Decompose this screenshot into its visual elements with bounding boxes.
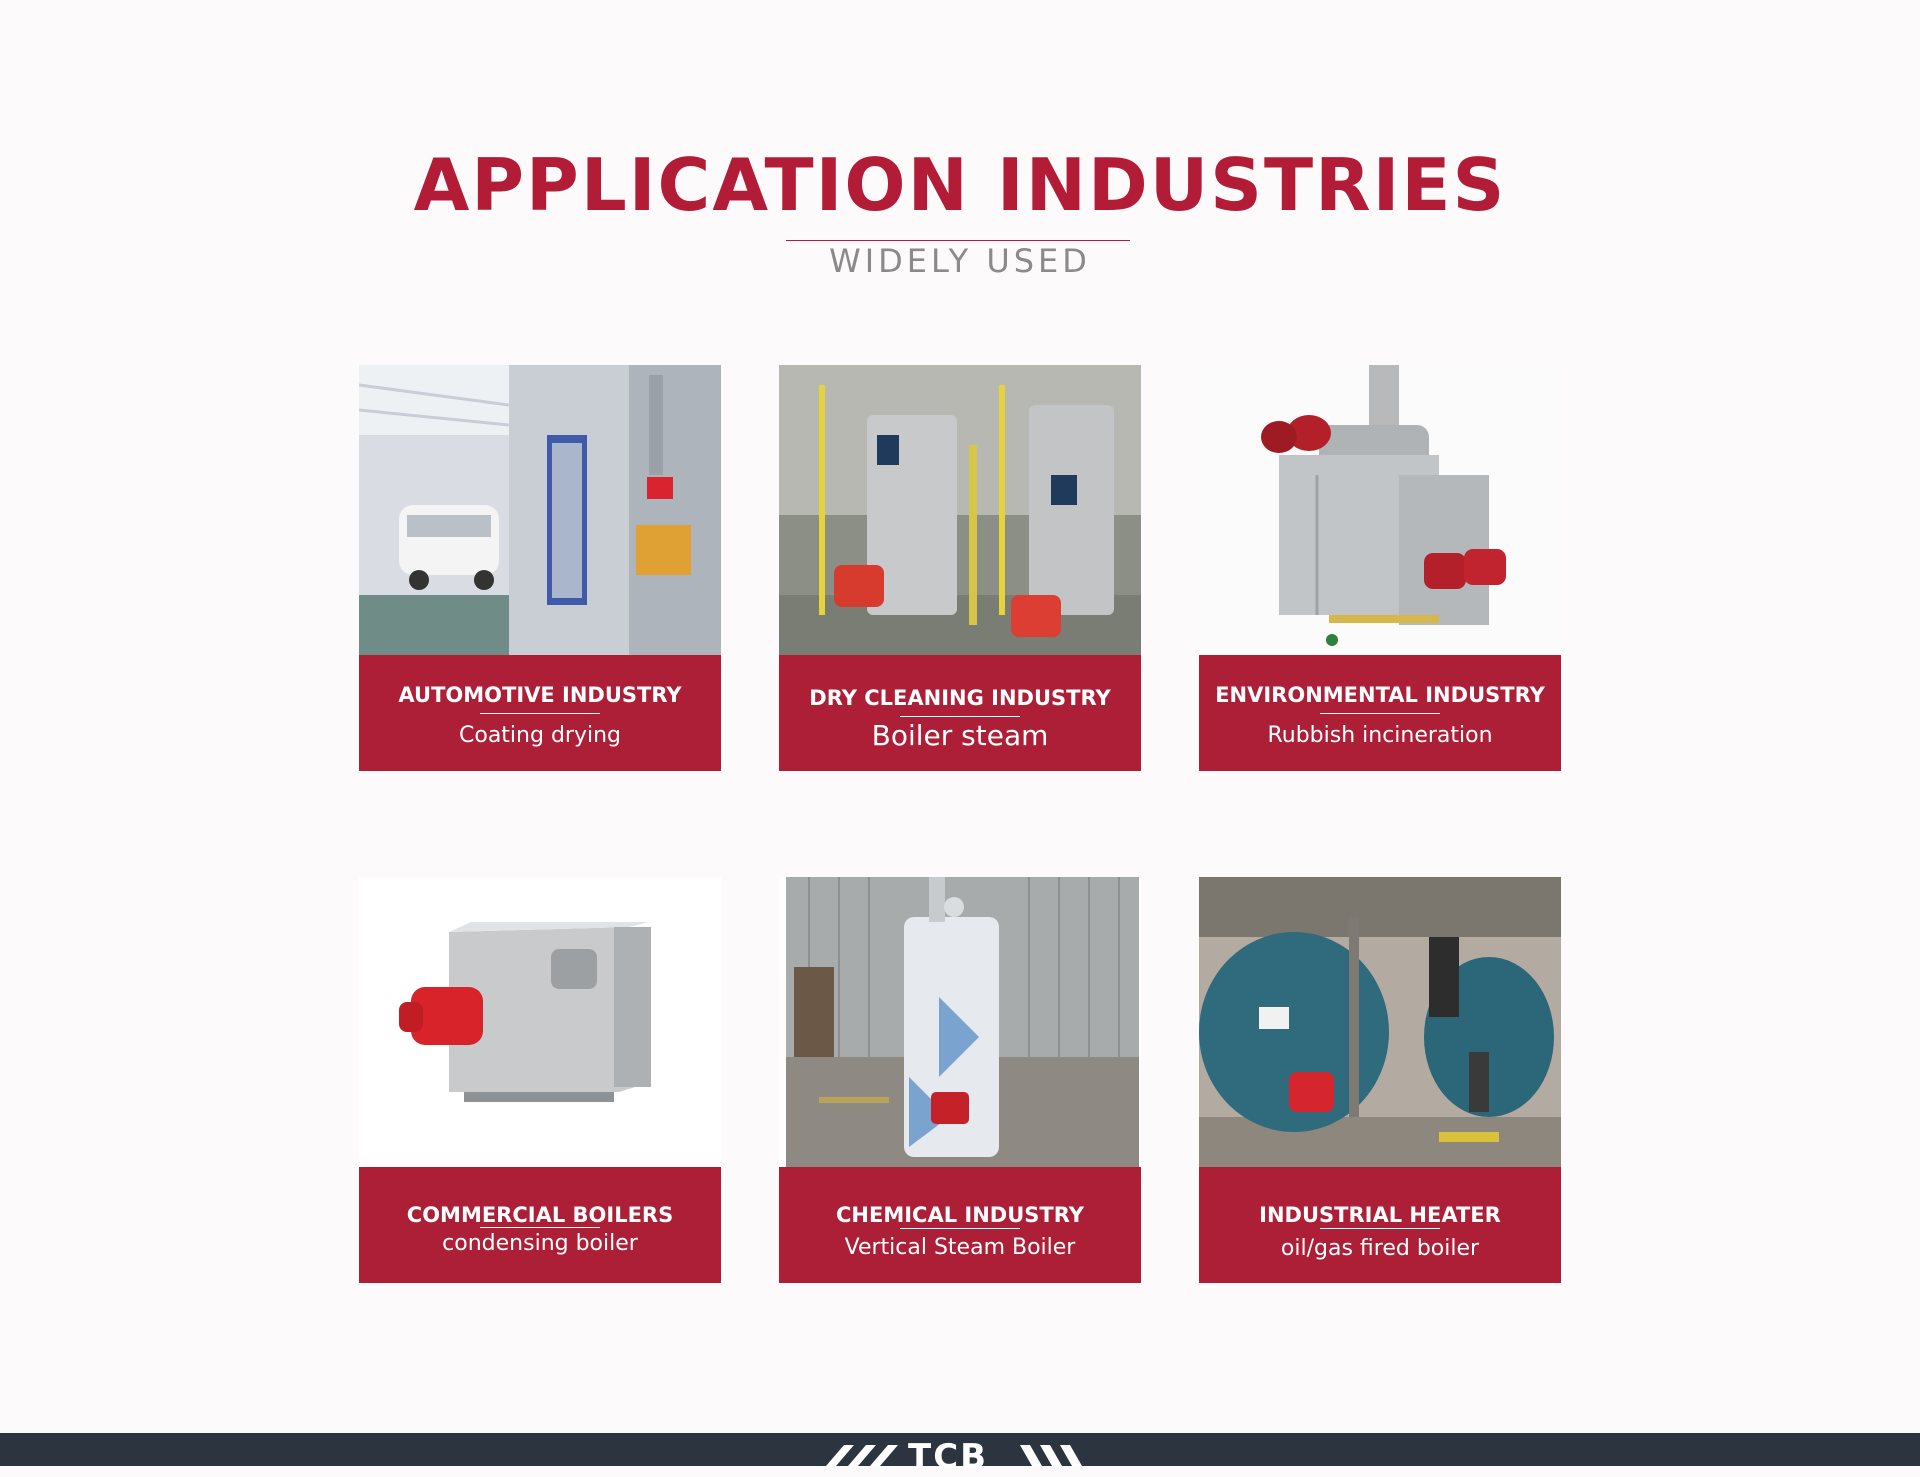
industry-title: DRY CLEANING INDUSTRY [809,686,1111,710]
industry-banner [359,1167,721,1283]
industry-subtitle: Coating drying [459,723,621,748]
industry-banner [779,1167,1141,1283]
banner-divider [900,716,1020,717]
banner-divider [1320,1228,1440,1229]
industry-subtitle: Boiler steam [871,719,1049,752]
industry-card-industrial-heater[interactable] [1199,877,1561,1283]
footer [0,1433,1920,1477]
industry-title: INDUSTRIAL HEATER [1259,1203,1501,1227]
industry-banner [779,655,1141,771]
industry-title: AUTOMOTIVE INDUSTRY [398,683,682,707]
industry-card-environmental[interactable] [1199,365,1561,771]
industry-card-automotive[interactable] [359,365,721,771]
industry-card-commercial-boilers[interactable] [359,877,721,1283]
vertical-steam-boilers-photo [779,365,1141,655]
logo-chevrons-right-icon [1020,1443,1090,1467]
industry-title: CHEMICAL INDUSTRY [836,1203,1084,1227]
page-title: APPLICATION INDUSTRIES [413,143,1507,227]
brand-logo[interactable]: TCB [908,1437,989,1477]
industry-card-dry-cleaning[interactable] [779,365,1141,771]
industry-card-chemical[interactable] [779,877,1141,1283]
industry-subtitle: Vertical Steam Boiler [844,1235,1076,1260]
industry-title: ENVIRONMENTAL INDUSTRY [1215,683,1545,707]
industry-banner [1199,1167,1561,1283]
banner-divider [480,1227,600,1228]
fire-tube-boilers-photo [1199,877,1561,1167]
vertical-steam-boiler-warehouse-photo [779,877,1141,1167]
industry-subtitle: Rubbish incineration [1267,723,1493,748]
page-subtitle: WIDELY USED [829,242,1091,280]
industry-banner [1199,655,1561,771]
title-divider [786,240,1130,241]
logo-chevrons-left-icon [826,1443,906,1467]
industry-subtitle: oil/gas fired boiler [1280,1236,1480,1261]
banner-divider [480,713,600,714]
industry-subtitle: condensing boiler [442,1231,638,1256]
banner-divider [1320,713,1440,714]
industry-banner [359,655,721,771]
industry-title: COMMERCIAL BOILERS [406,1203,674,1227]
paint-booth-car-photo [359,365,721,655]
banner-divider [900,1228,1020,1229]
stainless-boiler-with-burner-photo [359,877,721,1167]
incinerator-photo [1199,365,1561,655]
